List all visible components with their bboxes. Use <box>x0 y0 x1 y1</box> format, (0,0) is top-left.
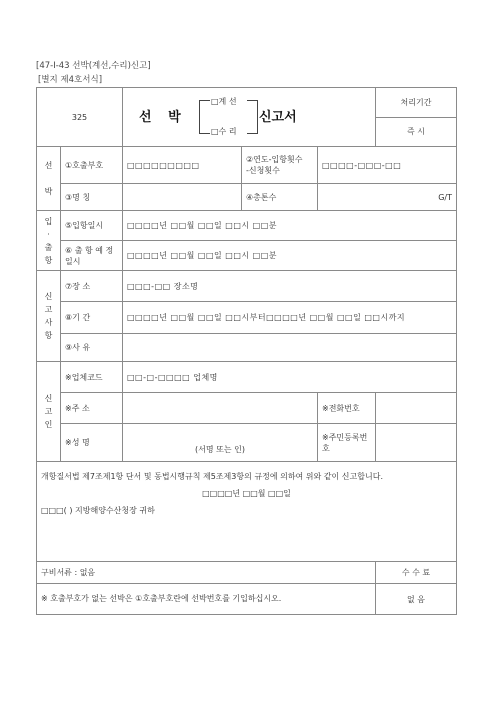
signature-hint: (서명 또는 인) <box>195 445 245 454</box>
fee-value: 없 음 <box>376 584 457 615</box>
fee-label: 수 수 료 <box>376 562 457 584</box>
count-label: ②연도-입항횟수 -신청횟수 <box>242 147 318 184</box>
call-sign-note: ※ 호출부호가 없는 선박은 ①호출부호란에 선박번호를 기입하십시오. <box>37 584 376 615</box>
name-label: ※성 명 <box>61 424 123 462</box>
form-code: [47-I-43 선박(계선,수리)신고] <box>36 61 151 71</box>
departure-field[interactable]: □□□□년 □□월 □□일 □□시 □□분 <box>123 241 457 271</box>
tonnage-field[interactable] <box>318 184 457 211</box>
report-form-table <box>36 87 457 615</box>
rrn-field[interactable] <box>376 424 457 462</box>
form-title-suffix: 신고서 <box>259 110 297 125</box>
option-mooring-checkbox[interactable]: □계 선 <box>211 97 237 106</box>
company-code-label: ※업체코드 <box>61 362 123 393</box>
processing-period-label: 처리기간 <box>376 88 457 118</box>
count-field[interactable]: □□□□-□□□-□□ <box>318 147 457 184</box>
declaration-addressee[interactable]: □□□( ) 지방해양수산청장 귀하 <box>41 506 155 515</box>
call-sign-field[interactable]: □□□□□□□□□ <box>123 147 242 184</box>
title-bracket-left <box>199 100 210 134</box>
form-title-main: 선 박 <box>139 110 187 125</box>
tonnage-label: ④총톤수 <box>242 184 318 211</box>
form-title-block <box>123 88 376 147</box>
address-field[interactable] <box>123 393 318 424</box>
phone-field[interactable] <box>376 393 457 424</box>
arrival-field[interactable]: □□□□년 □□월 □□일 □□시 □□분 <box>123 211 457 241</box>
company-code-field[interactable]: □□-□-□□□□ 업체명 <box>123 362 457 393</box>
ship-name-label: ③명 칭 <box>61 184 123 211</box>
form-number: 325 <box>37 88 123 147</box>
form-attachment-label: [별지 제4호서식] <box>38 75 103 85</box>
title-bracket-right <box>247 100 258 134</box>
declaration-block <box>37 462 457 562</box>
declaration-date[interactable]: □□□□년 □□월 □□일 <box>202 489 291 498</box>
name-field[interactable] <box>123 424 318 462</box>
option-repair-checkbox[interactable]: □수 리 <box>211 127 237 136</box>
period-label: ⑧기 간 <box>61 302 123 334</box>
period-field[interactable]: □□□□년 □□월 □□일 □□시부터□□□□년 □□월 □□일 □□시까지 <box>123 302 457 334</box>
declaration-text: 개항질서법 제7조제1항 단서 및 동법시행규칙 제5조제3항의 규정에 의하여 위와 같이 신고합니다. <box>41 472 383 481</box>
phone-label: ※전화번호 <box>318 393 376 424</box>
place-label: ⑦장 소 <box>61 271 123 302</box>
reason-label: ⑨사 유 <box>61 334 123 362</box>
reporter-section-label: 신 고 인 <box>37 362 61 462</box>
report-section-label: 신 고 사 항 <box>37 271 61 362</box>
port-section-label: 입 · 출 항 <box>37 211 61 271</box>
tonnage-unit: G/T <box>438 192 453 202</box>
required-documents: 구비서류 : 없음 <box>37 562 376 584</box>
arrival-label: ⑤입항일시 <box>61 211 123 241</box>
departure-label: ⑥ 출 항 예 정 일시 <box>61 241 123 271</box>
processing-period-value: 즉 시 <box>376 117 457 147</box>
reason-field[interactable] <box>123 334 457 362</box>
place-field[interactable]: □□□-□□ 장소명 <box>123 271 457 302</box>
ship-name-field[interactable] <box>123 184 242 211</box>
address-label: ※주 소 <box>61 393 123 424</box>
rrn-label: ※주민등록번호 <box>318 424 376 462</box>
ship-section-label: 선 박 <box>37 147 61 211</box>
call-sign-label: ①호출부호 <box>61 147 123 184</box>
